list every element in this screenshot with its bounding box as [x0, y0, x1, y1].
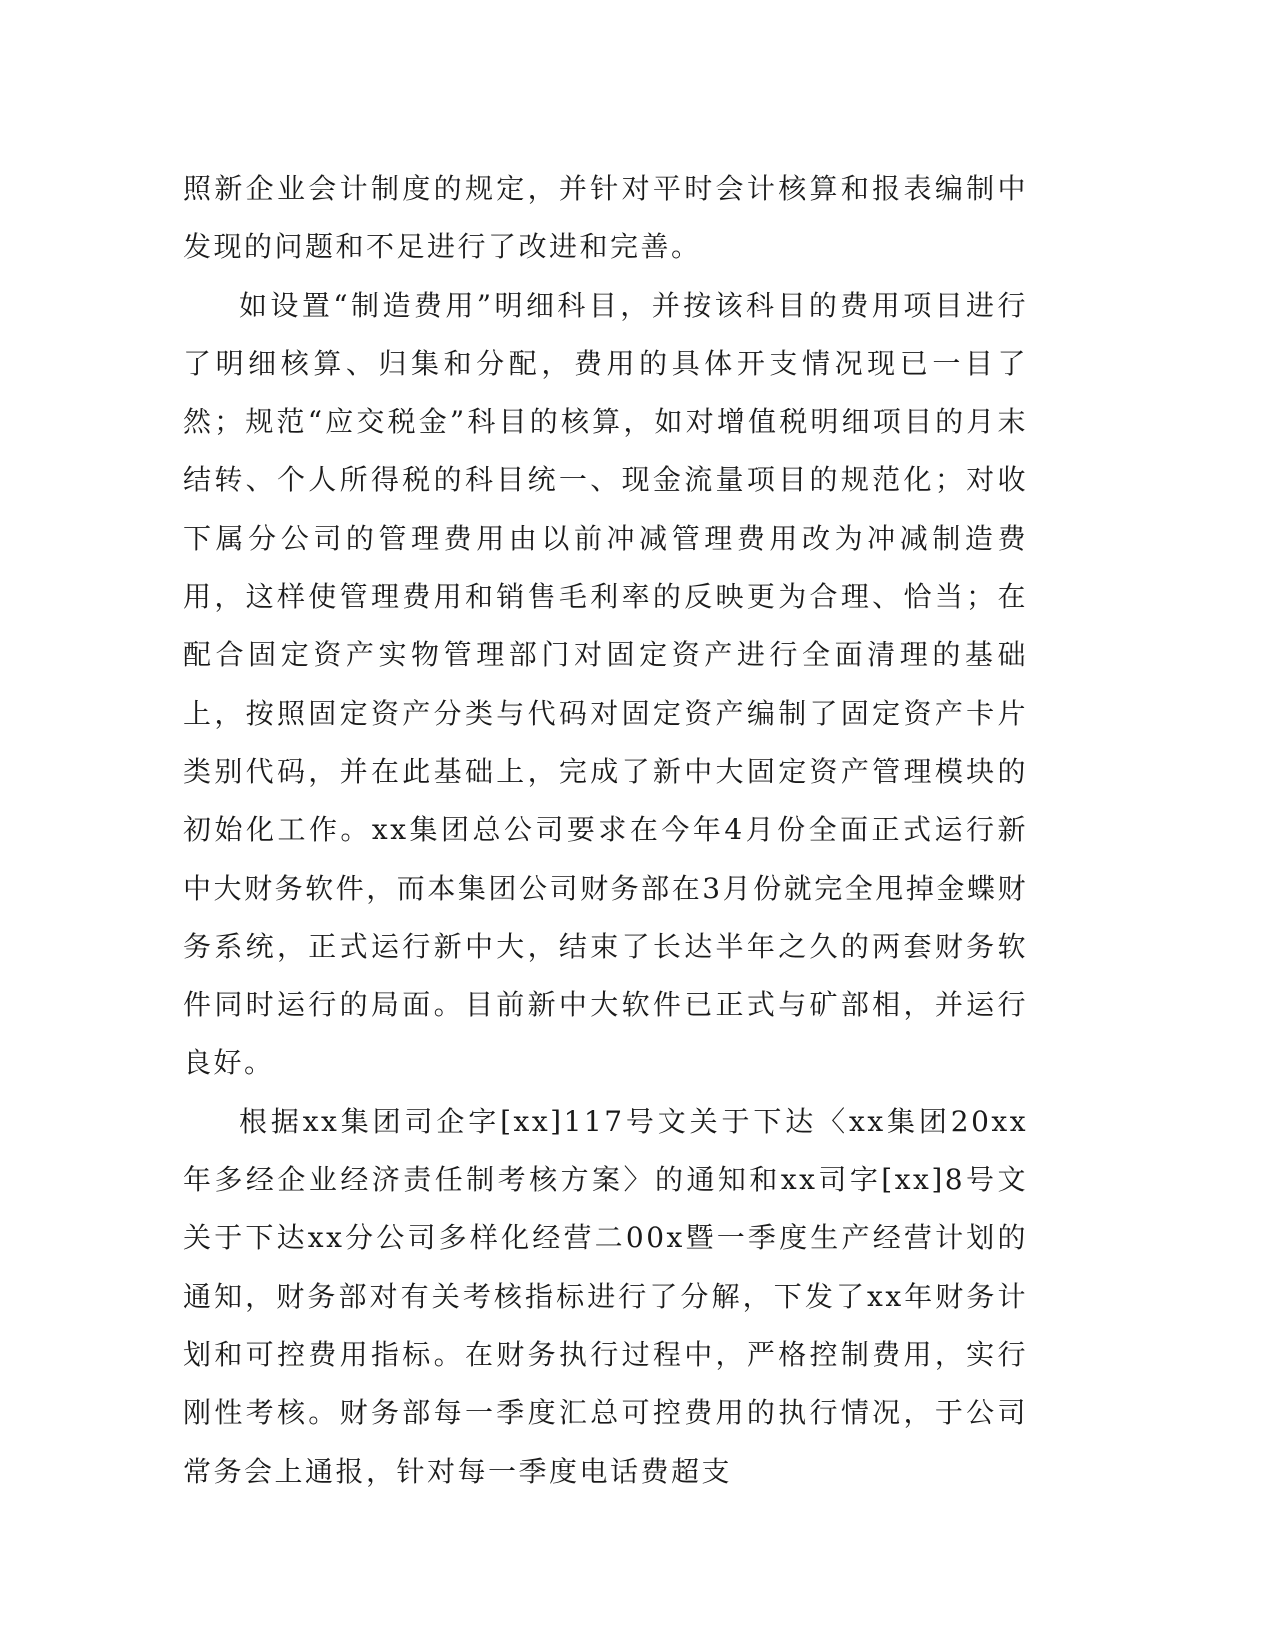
paragraph-3: 根据xx集团司企字[xx]117号文关于下达〈xx集团20xx年多经企业经济责任制考核方案〉的通知和xx司字[xx]8号文关于下达xx分公司多样化经营二00x暨一季度生产经营计划的通知，财务部对有关考核指标进行了分解，下发了xx年财务计划和可控费用指标。在财务执行过程中，严格控制费用，实行刚性考核。财务部每一季度汇总可控费用的执行情况，于公司常务会上通报，针对每一季度电话费超支: [183, 1104, 1028, 1488]
document-body: [183, 160, 1028, 1501]
paragraph-1: 照新企业会计制度的规定，并针对平时会计核算和报表编制中发现的问题和不足进行了改进和完善。: [183, 172, 1028, 264]
paragraph-2: 如设置“制造费用”明细科目，并按该科目的费用项目进行了明细核算、归集和分配，费用的具体开支情况现已一目了然；规范“应交税金”科目的核算，如对增值税明细项目的月末结转、个人所得税的科目统一、现金流量项目的规范化；对收下属分公司的管理费用由以前冲减管理费用改为冲减制造费用，这样使管理费用和销售毛利率的反映更为合理、恰当；在配合固定资产实物管理部门对固定资产进行全面清理的基础上，按照固定资产分类与代码对固定资产编制了固定资产卡片类别代码，并在此基础上，完成了新中大固定资产管理模块的初始化工作。xx集团总公司要求在今年4月份全面正式运行新中大财务软件，而本集团公司财务部在3月份就完全甩掉金蝶财务系统，正式运行新中大，结束了长达半年之久的两套财务软件同时运行的局面。目前新中大软件已正式与矿部相，并运行良好。: [183, 288, 1028, 1080]
